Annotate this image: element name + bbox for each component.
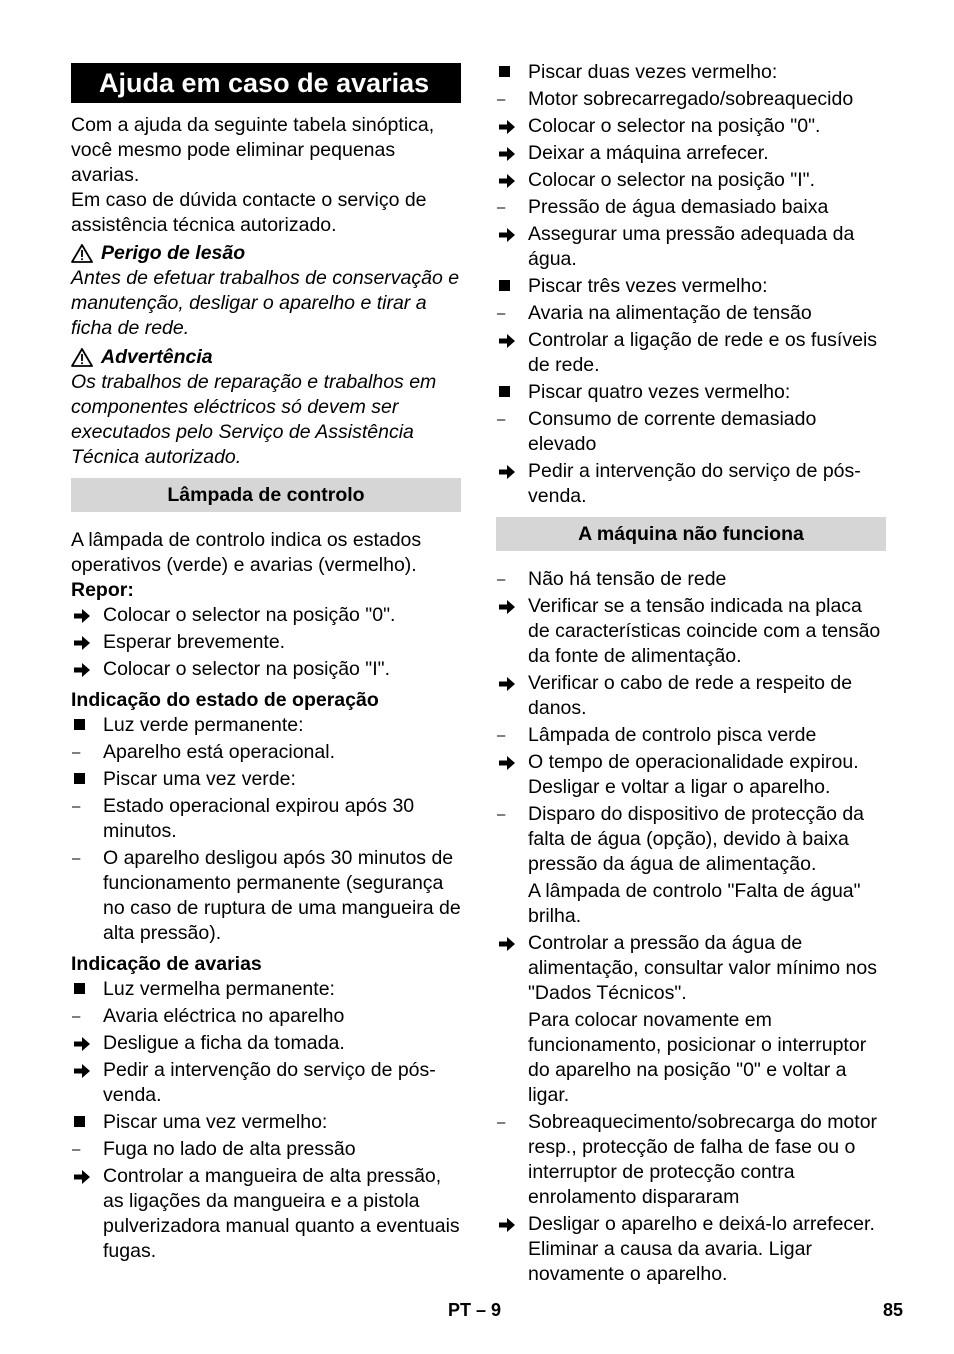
arrow-right-icon	[498, 599, 516, 615]
list-item-text: Motor sobrecarregado/sobreaquecido	[528, 88, 854, 110]
list-item-text: Colocar o selector na posição "0".	[103, 604, 396, 626]
list-item	[71, 1164, 461, 1264]
list-item-text: Verificar se a tensão indicada na placa de características coincide com a tensão da fonte de alimentação.	[528, 595, 881, 667]
square-bullet-icon	[496, 380, 528, 405]
dash-bullet	[496, 723, 528, 748]
list-item-text: O aparelho desligou após 30 minutos de funcionamento permanente (segurança no caso de ruptura de uma mangueira de alta pressão).	[103, 847, 461, 944]
list-item	[496, 567, 886, 592]
arrow-marker	[496, 594, 528, 669]
list-item-text: Desligar o aparelho e deixá-lo arrefecer. Eliminar a causa da avaria. Ligar novamente o aparelho.	[528, 1213, 875, 1285]
list-item	[71, 977, 461, 1002]
square-bullet-icon	[71, 713, 103, 738]
status-list	[71, 713, 461, 946]
arrow-marker	[71, 630, 103, 655]
arrow-right-icon	[498, 333, 516, 349]
list-item-text: Avaria na alimentação de tensão	[528, 302, 812, 324]
footer-section: PT	[448, 1300, 472, 1320]
warning-triangle-icon	[71, 348, 93, 367]
list-item-text: Esperar brevemente.	[103, 631, 286, 653]
arrow-marker	[71, 657, 103, 682]
arrow-marker	[496, 671, 528, 721]
arrow-marker	[496, 750, 528, 800]
arrow-marker	[496, 459, 528, 509]
list-item-text: Piscar três vezes vermelho:	[528, 275, 768, 297]
list-item	[496, 301, 886, 326]
arrow-marker	[496, 222, 528, 272]
dash-bullet	[496, 407, 528, 457]
list-item-text: Controlar a mangueira de alta pressão, as ligações da mangueira e a pistola pulverizadora manual quanto a eventuais fugas.	[103, 1165, 460, 1262]
warning-notice	[71, 345, 461, 370]
list-item-text: Piscar uma vez verde:	[103, 768, 296, 790]
arrow-right-icon	[498, 146, 516, 162]
list-item-text: Estado operacional expirou após 30 minutos.	[103, 795, 415, 842]
list-item-text: Não há tensão de rede	[528, 568, 727, 590]
list-item-text: Consumo de corrente demasiado elevado	[528, 408, 817, 455]
danger-notice	[71, 241, 461, 266]
arrow-right-icon	[73, 662, 91, 678]
list-item-text: Piscar uma vez vermelho:	[103, 1111, 328, 1133]
machine-heading: A máquina não funciona	[496, 517, 886, 551]
list-item-text: Colocar o selector na posição "0".	[528, 115, 821, 137]
arrow-right-icon	[498, 676, 516, 692]
arrow-right-icon	[73, 635, 91, 651]
list-item-text: Luz vermelha permanente:	[103, 978, 335, 1000]
machine-list	[496, 567, 886, 1287]
fault-heading: Indicação de avarias	[71, 953, 262, 975]
list-item	[71, 713, 461, 738]
warning-text: Os trabalhos de reparação e trabalhos em componentes eléctricos só devem ser executados pelo Serviço de Assistência Técnica autorizado.	[71, 371, 437, 468]
list-item	[71, 630, 461, 655]
arrow-right-icon	[498, 227, 516, 243]
list-item	[496, 723, 886, 748]
intro-paragraph: Com a ajuda da seguinte tabela sinóptica, você mesmo pode eliminar pequenas avarias.	[71, 114, 435, 186]
list-item-text: Piscar duas vezes vermelho:	[528, 61, 778, 83]
arrow-marker	[71, 603, 103, 628]
list-item	[496, 195, 886, 220]
list-item	[71, 1004, 461, 1029]
page-number: 85	[883, 1300, 904, 1320]
service-paragraph: Em caso de dúvida contacte o serviço de assistência técnica autorizado.	[71, 189, 427, 236]
list-item-text: Piscar quatro vezes vermelho:	[528, 381, 791, 403]
list-item	[496, 328, 886, 378]
list-item-text: Fuga no lado de alta pressão	[103, 1138, 356, 1160]
list-item-text: Verificar o cabo de rede a respeito de danos.	[528, 672, 853, 719]
list-item	[496, 222, 886, 272]
list-item	[71, 846, 461, 946]
list-item	[71, 1058, 461, 1108]
list-item	[496, 459, 886, 509]
list-item	[496, 168, 886, 193]
arrow-right-icon	[73, 1063, 91, 1079]
arrow-marker	[71, 1164, 103, 1264]
dash-bullet	[496, 195, 528, 220]
list-item-text: Pedir a intervenção do serviço de pós-venda.	[528, 460, 861, 507]
list-item	[71, 1137, 461, 1162]
arrow-right-icon	[498, 755, 516, 771]
list-item-text: Assegurar uma pressão adequada da água.	[528, 223, 855, 270]
arrow-right-icon	[73, 608, 91, 624]
list-item-text: Deixar a máquina arrefecer.	[528, 142, 769, 164]
list-item	[71, 603, 461, 628]
section-title: Ajuda em caso de avarias	[71, 63, 461, 103]
list-item	[496, 380, 886, 405]
list-item-text: Avaria eléctrica no aparelho	[103, 1005, 345, 1027]
dash-bullet	[71, 1004, 103, 1029]
list-item-note: A lâmpada de controlo "Falta de água" brilha.	[528, 880, 861, 927]
arrow-right-icon	[498, 1217, 516, 1233]
list-item-text: Aparelho está operacional.	[103, 741, 335, 763]
list-item-text: Pedir a intervenção do serviço de pós-venda.	[103, 1059, 436, 1106]
list-item-text: Desligue a ficha da tomada.	[103, 1032, 345, 1054]
square-bullet-icon	[496, 274, 528, 299]
lamp-heading: Lâmpada de controlo	[71, 478, 461, 512]
arrow-marker	[496, 328, 528, 378]
reset-label: Repor:	[71, 579, 134, 601]
arrow-marker	[496, 168, 528, 193]
list-item	[496, 1212, 886, 1287]
status-heading: Indicação do estado de operação	[71, 689, 379, 711]
square-bullet-icon	[71, 767, 103, 792]
lamp-text: A lâmpada de controlo indica os estados operativos (verde) e avarias (vermelho).	[71, 529, 422, 576]
list-item	[71, 794, 461, 844]
fault-list	[71, 977, 461, 1264]
dash-bullet	[496, 301, 528, 326]
left-column	[71, 60, 461, 1266]
arrow-marker	[496, 1212, 528, 1287]
warning-triangle-icon	[71, 244, 93, 263]
list-item	[71, 767, 461, 792]
list-item	[496, 114, 886, 139]
list-item	[496, 274, 886, 299]
list-item-text: Sobreaquecimento/sobrecarga do motor resp., protecção de falha de fase ou o interruptor de protecção contra enrolamento dispararam	[528, 1111, 878, 1208]
danger-text: Antes de efetuar trabalhos de conservação e manutenção, desligar o aparelho e tirar a ficha de rede.	[71, 267, 460, 339]
list-item-text: Luz verde permanente:	[103, 714, 304, 736]
dash-bullet	[71, 846, 103, 946]
list-item-text: Disparo do dispositivo de protecção da falta de água (opção), devido à baixa pressão da água de alimentação.	[528, 803, 865, 875]
list-item	[496, 1110, 886, 1210]
reset-steps	[71, 603, 461, 682]
arrow-marker	[496, 931, 528, 1006]
dash-bullet	[71, 1137, 103, 1162]
square-bullet-icon	[71, 1110, 103, 1135]
square-bullet-icon	[496, 60, 528, 85]
arrow-right-icon	[73, 1036, 91, 1052]
list-item	[71, 740, 461, 765]
list-item-text: Colocar o selector na posição "I".	[528, 169, 815, 191]
list-item	[496, 87, 886, 112]
list-item-text: Controlar a pressão da água de alimentação, consultar valor mínimo nos "Dados Técnicos".	[528, 932, 877, 1004]
arrow-marker	[71, 1058, 103, 1108]
right-column	[496, 60, 886, 1289]
list-item	[496, 802, 886, 877]
arrow-right-icon	[498, 936, 516, 952]
footer-section-page: – 9	[476, 1300, 502, 1320]
danger-title: Perigo de lesão	[101, 242, 246, 264]
list-item	[496, 671, 886, 721]
arrow-right-icon	[498, 119, 516, 135]
footer-section-label	[448, 1298, 501, 1323]
list-item-note: Para colocar novamente em funcionamento, posicionar o interruptor do aparelho na posição "0" e voltar a ligar.	[528, 1009, 867, 1106]
dash-bullet	[496, 87, 528, 112]
list-item-text: Controlar a ligação de rede e os fusíveis de rede.	[528, 329, 878, 376]
list-item	[496, 594, 886, 669]
arrow-right-icon	[498, 173, 516, 189]
list-item-text: Colocar o selector na posição "I".	[103, 658, 390, 680]
list-item	[71, 1031, 461, 1056]
arrow-marker	[496, 141, 528, 166]
dash-bullet	[496, 802, 528, 877]
arrow-marker	[496, 114, 528, 139]
list-item	[71, 1110, 461, 1135]
list-item-text: O tempo de operacionalidade expirou. Desligar e voltar a ligar o aparelho.	[528, 751, 859, 798]
list-item	[496, 407, 886, 457]
list-item-text: Pressão de água demasiado baixa	[528, 196, 829, 218]
list-item	[71, 657, 461, 682]
list-item	[496, 141, 886, 166]
list-item	[496, 750, 886, 800]
dash-bullet	[496, 567, 528, 592]
warning-title: Advertência	[101, 346, 213, 368]
square-bullet-icon	[71, 977, 103, 1002]
dash-bullet	[71, 740, 103, 765]
list-item-text: Lâmpada de controlo pisca verde	[528, 724, 817, 746]
arrow-marker	[71, 1031, 103, 1056]
blink-list	[496, 60, 886, 509]
arrow-right-icon	[498, 464, 516, 480]
list-item	[496, 60, 886, 85]
dash-bullet	[496, 1110, 528, 1210]
arrow-right-icon	[73, 1169, 91, 1185]
list-item	[496, 931, 886, 1006]
dash-bullet	[71, 794, 103, 844]
